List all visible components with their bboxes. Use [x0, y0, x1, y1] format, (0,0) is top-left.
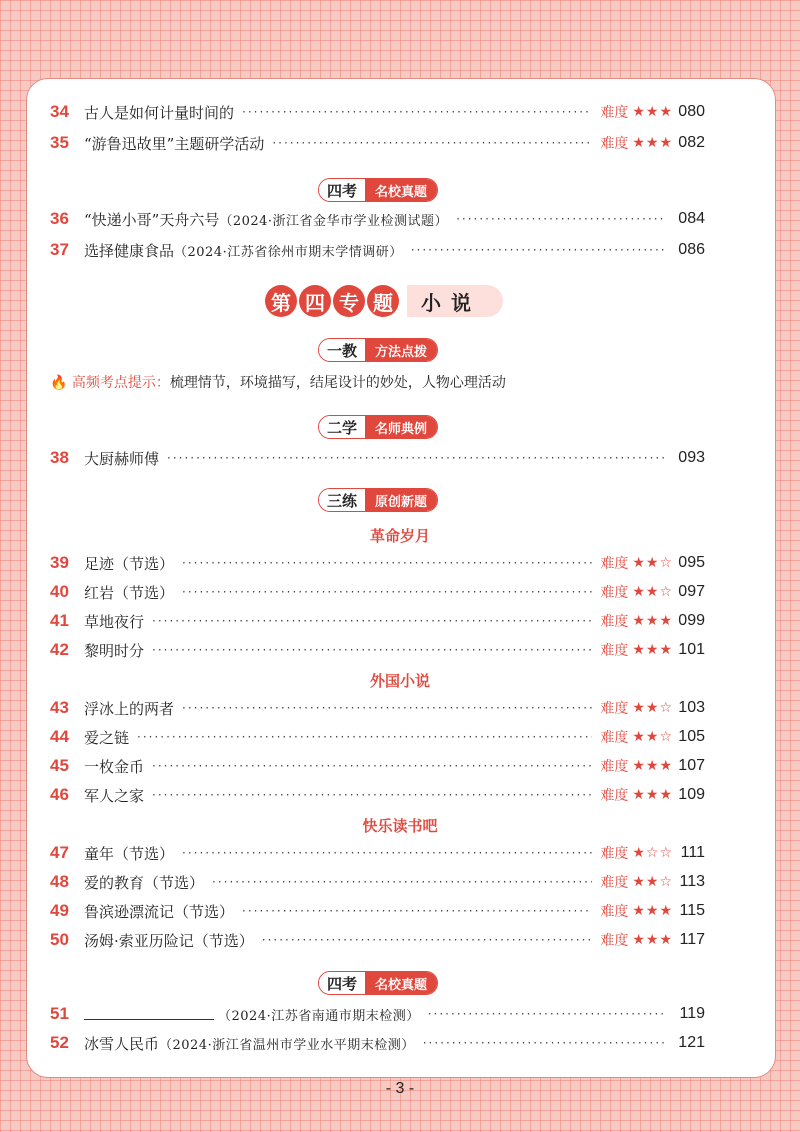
item-number: 38 — [50, 448, 69, 467]
topic-name: 小说 — [407, 285, 503, 317]
page-ref: 093 — [678, 449, 705, 466]
item-number: 44 — [50, 727, 69, 746]
difficulty-stars: ★★★ — [632, 932, 673, 948]
toc-row[interactable] — [50, 696, 705, 720]
item-title — [84, 872, 204, 893]
toc-row[interactable] — [50, 609, 705, 633]
leader-dots — [152, 614, 592, 628]
item-title-text: “游鲁迅故里”主题研学活动 — [84, 134, 265, 153]
item-number: 41 — [50, 611, 69, 630]
difficulty-label: 难度 — [600, 105, 629, 121]
leader-dots — [423, 1036, 665, 1050]
difficulty-label: 难度 — [600, 585, 629, 601]
topic-char: 四 — [299, 285, 331, 317]
page-ref: 109 — [678, 786, 705, 803]
item-number: 39 — [50, 553, 69, 572]
difficulty-stars: ★★☆ — [632, 874, 673, 890]
item-title — [84, 930, 254, 951]
leader-dots — [242, 904, 592, 918]
difficulty-label: 难度 — [600, 614, 629, 630]
item-title-text: 童年（节选） — [84, 844, 175, 863]
toc-row[interactable] — [50, 238, 705, 262]
badge-lead: 四考 — [319, 179, 365, 201]
item-title-text: 冰雪人民币 — [84, 1034, 160, 1053]
item-title — [84, 843, 174, 864]
page-ref: 086 — [678, 241, 705, 258]
item-title-text: 大厨赫师傅 — [84, 449, 160, 468]
toc-row[interactable] — [50, 725, 705, 749]
item-title — [84, 209, 448, 230]
item-title — [84, 448, 159, 469]
leader-dots — [262, 933, 593, 947]
item-number: 46 — [50, 785, 69, 804]
badge-lead: 一教 — [319, 339, 365, 361]
section-badge-kao-2 — [318, 971, 438, 995]
blank-line — [84, 1004, 214, 1020]
item-number: 45 — [50, 756, 69, 775]
leader-dots — [428, 1007, 665, 1021]
toc-row[interactable] — [50, 870, 705, 894]
leader-dots — [152, 759, 592, 773]
difficulty-stars: ★★★ — [632, 903, 673, 919]
leader-dots — [182, 585, 592, 599]
difficulty-stars: ★★☆ — [632, 700, 673, 716]
item-source: （2024·江苏省徐州市期末学情调研） — [174, 244, 403, 260]
toc-row[interactable] — [50, 580, 705, 604]
difficulty-stars: ★★★ — [632, 787, 673, 803]
difficulty-stars: ★★☆ — [632, 555, 673, 571]
page-ref: 082 — [678, 134, 705, 151]
item-title — [84, 640, 144, 661]
toc-row[interactable] — [50, 841, 705, 865]
item-number: 43 — [50, 698, 69, 717]
item-title-text: 古人是如何计量时间的 — [84, 103, 235, 122]
difficulty-label: 难度 — [600, 875, 629, 891]
toc-row[interactable] — [50, 100, 705, 124]
subhead-reading-bar: 快乐读书吧 — [362, 817, 438, 835]
difficulty-label: 难度 — [600, 730, 629, 746]
item-title — [84, 553, 174, 574]
topic-char: 题 — [367, 285, 399, 317]
page-ref: 117 — [679, 931, 705, 948]
item-title-text: 爱的教育（节选） — [84, 873, 205, 892]
item-number: 36 — [50, 209, 69, 228]
difficulty-stars: ★★★ — [632, 135, 673, 151]
toc-row[interactable] — [50, 1002, 705, 1026]
badge-lead: 四考 — [319, 972, 365, 994]
toc-row[interactable] — [50, 207, 705, 231]
difficulty-label: 难度 — [600, 701, 629, 717]
page-ref: 099 — [678, 612, 705, 629]
difficulty-stars: ★★★ — [632, 613, 673, 629]
section-badge-jiao — [318, 338, 438, 362]
section-badge-kao-1 — [318, 178, 438, 202]
item-title-text: “快递小哥”天舟六号 — [84, 210, 220, 229]
difficulty-label: 难度 — [600, 846, 629, 862]
item-title — [84, 727, 129, 748]
difficulty-stars: ★★☆ — [632, 584, 673, 600]
page-ref: 115 — [679, 902, 705, 919]
item-number: 52 — [50, 1033, 69, 1052]
item-number: 40 — [50, 582, 69, 601]
item-title — [84, 698, 174, 719]
difficulty-stars: ★★★ — [632, 758, 673, 774]
page-ref: 097 — [678, 583, 705, 600]
item-title-text: 选择健康食品 — [84, 241, 175, 260]
page-ref: 113 — [679, 873, 705, 890]
item-number: 51 — [50, 1004, 69, 1023]
item-title — [84, 582, 174, 603]
item-title-text: 浮冰上的两者 — [84, 699, 175, 718]
leader-dots — [167, 451, 665, 465]
difficulty-stars: ★★★ — [632, 104, 673, 120]
difficulty-label: 难度 — [600, 136, 629, 152]
topic-char: 专 — [333, 285, 365, 317]
difficulty-stars: ★☆☆ — [632, 845, 673, 861]
subhead-revolution: 革命岁月 — [369, 527, 430, 545]
page-ref: 121 — [678, 1034, 705, 1051]
leader-dots — [242, 105, 592, 119]
leader-dots — [182, 846, 592, 860]
item-title — [84, 611, 144, 632]
leader-dots — [212, 875, 592, 889]
badge-lead: 三练 — [319, 489, 365, 511]
item-number: 37 — [50, 240, 69, 259]
item-number: 47 — [50, 843, 69, 862]
page-ref: 095 — [678, 554, 705, 571]
leader-dots — [411, 243, 665, 257]
toc-row[interactable] — [50, 638, 705, 662]
item-title — [84, 133, 264, 154]
item-source: （2024·浙江省温州市学业水平期末检测） — [159, 1037, 415, 1053]
page-ref: 105 — [678, 728, 705, 745]
section-badge-lian — [318, 488, 438, 512]
leader-dots — [152, 643, 592, 657]
item-number: 50 — [50, 930, 69, 949]
toc-row[interactable] — [50, 446, 705, 470]
item-number: 49 — [50, 901, 69, 920]
toc-row[interactable] — [50, 131, 705, 155]
leader-dots — [137, 730, 592, 744]
item-number: 34 — [50, 102, 69, 121]
topic-char: 第 — [265, 285, 297, 317]
item-source: （2024·江苏省南通市期末检测） — [218, 1009, 420, 1024]
leader-dots — [456, 212, 665, 226]
badge-lead: 二学 — [319, 416, 365, 438]
item-title — [84, 102, 234, 123]
toc-row[interactable] — [50, 1031, 705, 1055]
item-title — [84, 240, 403, 261]
exam-point-hint — [50, 372, 506, 392]
difficulty-label: 难度 — [600, 904, 629, 920]
item-title-text: 军人之家 — [84, 786, 145, 805]
item-title-text: 草地夜行 — [84, 612, 145, 631]
page-ref: 101 — [678, 641, 705, 658]
item-number: 48 — [50, 872, 69, 891]
difficulty-label: 难度 — [600, 933, 629, 949]
flame-icon: 🔥 — [50, 375, 68, 391]
item-title — [84, 1033, 415, 1054]
item-title-text: 红岩（节选） — [84, 583, 175, 602]
difficulty-label: 难度 — [600, 788, 629, 804]
leader-dots — [182, 556, 592, 570]
page-ref: 080 — [678, 103, 705, 120]
page-ref: 119 — [679, 1005, 705, 1022]
item-title — [84, 1004, 420, 1024]
subhead-foreign-novel: 外国小说 — [369, 672, 430, 690]
badge-tail: 方法点拨 — [365, 339, 437, 361]
difficulty-label: 难度 — [600, 556, 629, 572]
badge-tail: 名师典例 — [365, 416, 437, 438]
difficulty-stars: ★★☆ — [632, 729, 673, 745]
difficulty-stars: ★★★ — [632, 642, 673, 658]
toc-row[interactable] — [50, 754, 705, 778]
badge-tail: 原创新题 — [365, 489, 437, 511]
badge-tail: 名校真题 — [365, 972, 437, 994]
item-title-text: 鲁滨逊漂流记（节选） — [84, 902, 235, 921]
difficulty-label: 难度 — [600, 759, 629, 775]
item-number: 42 — [50, 640, 69, 659]
item-title-text: 一枚金币 — [84, 757, 145, 776]
badge-tail: 名校真题 — [365, 179, 437, 201]
page-ref: 107 — [678, 757, 705, 774]
hint-label: 高频考点提示： — [71, 375, 170, 391]
leader-dots — [152, 788, 592, 802]
page-ref: 084 — [678, 210, 705, 227]
item-title-text: 黎明时分 — [84, 641, 145, 660]
item-title-text: 足迹（节选） — [84, 554, 175, 573]
page-ref: 111 — [680, 844, 705, 861]
hint-text: 梳理情节，环境描写，结尾设计的妙处，人物心理活动 — [169, 375, 506, 391]
leader-dots — [272, 136, 592, 150]
item-title — [84, 756, 144, 777]
item-title-text: 爱之链 — [84, 728, 130, 747]
difficulty-label: 难度 — [600, 643, 629, 659]
toc-row[interactable] — [50, 899, 705, 923]
toc-row[interactable] — [50, 783, 705, 807]
toc-row[interactable] — [50, 551, 705, 575]
toc-row[interactable] — [50, 928, 705, 952]
item-title — [84, 901, 234, 922]
item-number: 35 — [50, 133, 69, 152]
item-title — [84, 785, 144, 806]
topic-header — [265, 283, 503, 319]
section-badge-xue — [318, 415, 438, 439]
item-title-text: 汤姆·索亚历险记（节选） — [84, 931, 254, 950]
page-number: - 3 - — [385, 1080, 415, 1097]
page-ref: 103 — [678, 699, 705, 716]
item-source: （2024·浙江省金华市学业检测试题） — [219, 213, 449, 229]
leader-dots — [182, 701, 592, 715]
